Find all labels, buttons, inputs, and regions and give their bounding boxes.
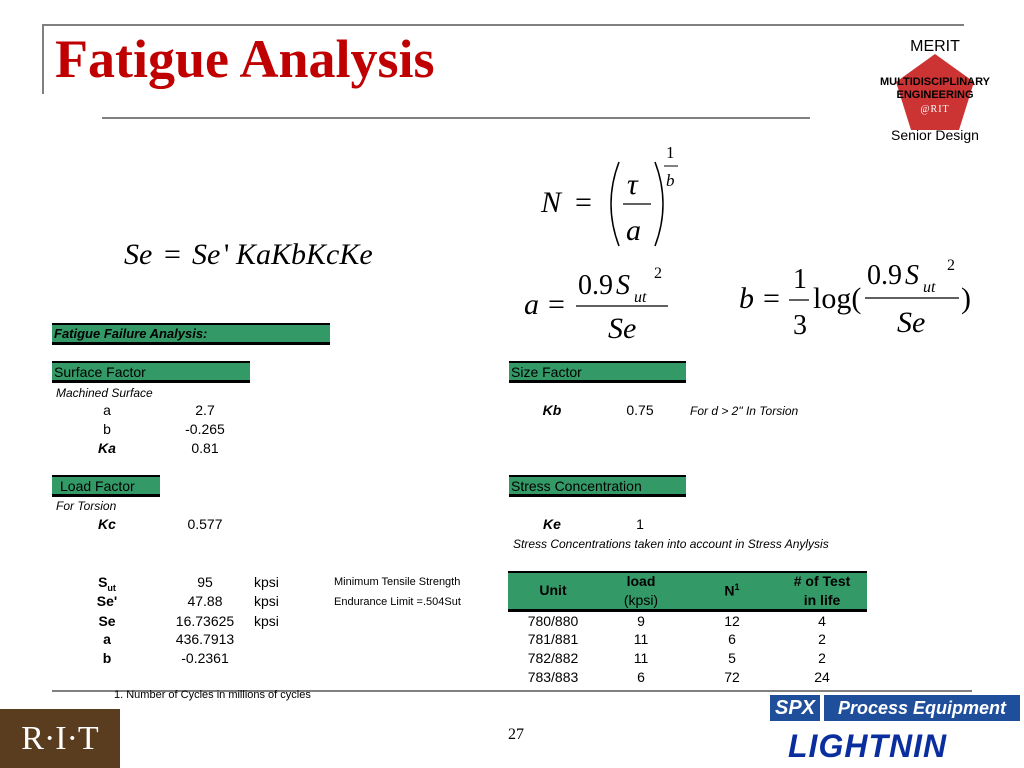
surface-b-label: b	[103, 421, 111, 437]
unit-table-cell: 783/883	[527, 669, 579, 685]
unit-table-cell: 4	[818, 613, 826, 629]
spx-logo	[770, 693, 1022, 725]
prop-se-prime-label: Se'	[96, 593, 118, 609]
svg-text:3: 3	[793, 310, 807, 341]
unit-table-cell: 782/882	[527, 650, 579, 666]
merit-logo-top: MERIT	[910, 38, 960, 55]
prop-a-label: a	[103, 631, 111, 647]
spx-logo-mark: SPX	[770, 695, 820, 721]
unit-table-cell: 24	[814, 669, 830, 685]
svg-text:0.9: 0.9	[867, 260, 902, 291]
slide-title: Fatigue Analysis	[55, 29, 435, 89]
merit-logo-bottom: Senior Design	[891, 127, 979, 143]
unit-header-load: load	[626, 573, 656, 589]
svg-text:=: =	[575, 186, 592, 219]
prop-se-prime-note: Endurance Limit =.504Sut	[334, 596, 461, 608]
unit-table-cell: 2	[818, 650, 826, 666]
prop-se-unit: kpsi	[254, 613, 279, 629]
merit-logo-line2: ENGINEERING	[896, 89, 974, 101]
size-factor-header: Size Factor	[509, 361, 686, 383]
prop-sut-label: $S_{ut}$	[98, 574, 116, 593]
surface-a-label: a	[103, 402, 111, 418]
unit-header-tests: # of Test	[793, 573, 851, 589]
merit-logo-line	[870, 76, 1000, 102]
surface-ka-label: Ka	[98, 440, 116, 456]
size-note: For d > 2" In Torsion	[690, 404, 799, 418]
svg-text:KaKbKcKe: KaKbKcKe	[236, 238, 373, 271]
svg-text:1: 1	[793, 264, 807, 295]
unit-header-n: $N^1$	[724, 582, 740, 599]
equation-n	[535, 140, 695, 250]
equation-se	[120, 232, 410, 276]
svg-text:': '	[224, 238, 230, 271]
surface-a-value: 2.7	[195, 402, 215, 418]
svg-text:b: b	[666, 171, 675, 190]
svg-text:Se: Se	[192, 238, 221, 271]
load-kc-label: Kc	[98, 516, 116, 532]
svg-text:ut: ut	[923, 279, 936, 296]
footnote: 1. Number of Cycles in millions of cycles	[114, 689, 311, 701]
load-note: For Torsion	[56, 499, 117, 513]
lightnin-logo: LIGHTNIN	[788, 728, 948, 764]
prop-b-label: b	[102, 650, 112, 666]
unit-table-cell: 72	[724, 669, 740, 685]
svg-text:0.9: 0.9	[578, 270, 613, 301]
unit-table-cell: 5	[728, 650, 736, 666]
prop-se-value: 16.73625	[175, 613, 235, 629]
prop-sut-unit: kpsi	[254, 574, 279, 590]
unit-header-load-units: (kpsi)	[623, 592, 659, 608]
merit-logo-line1: MULTIDISCIPLINARY	[880, 76, 990, 88]
surface-note: Machined Surface	[56, 386, 153, 400]
unit-table-cell: 6	[728, 631, 736, 647]
surface-ka-value: 0.81	[191, 440, 219, 456]
stress-ke-value: 1	[636, 516, 644, 532]
svg-text:2: 2	[947, 257, 955, 274]
top-frame-line	[44, 24, 964, 26]
prop-sut-note: Minimum Tensile Strength	[334, 576, 461, 588]
page-number: 27	[508, 726, 524, 743]
stress-note: Stress Concentrations taken into account in Stress Anylysis	[513, 537, 829, 551]
svg-text:): )	[961, 282, 971, 315]
unit-header-tests-life: in life	[803, 592, 841, 608]
prop-b-value: -0.2361	[181, 650, 229, 666]
svg-text:=: =	[164, 238, 181, 271]
left-frame-line	[42, 24, 44, 94]
svg-text:=: =	[763, 282, 780, 315]
unit-table-cell: 780/880	[527, 613, 579, 629]
equation-b	[735, 252, 995, 348]
merit-logo-line3: @RIT	[920, 104, 950, 115]
svg-text:S: S	[616, 270, 630, 301]
svg-text:N: N	[541, 186, 562, 219]
surface-factor-header: Surface Factor	[52, 361, 250, 383]
equation-a	[520, 258, 680, 348]
unit-table-cell: 781/881	[527, 631, 579, 647]
unit-table-cell: 11	[633, 631, 649, 647]
rit-logo: R·I·T	[0, 709, 120, 768]
surface-b-value: -0.265	[185, 421, 225, 437]
unit-table-cell: 11	[633, 650, 649, 666]
merit-logo	[870, 28, 1000, 148]
svg-text:a: a	[524, 288, 539, 321]
svg-text:ut: ut	[634, 289, 647, 306]
svg-text:b: b	[739, 282, 754, 315]
svg-text:log(: log(	[813, 282, 862, 315]
svg-text:Se: Se	[124, 238, 153, 271]
unit-table-cell: 2	[818, 631, 826, 647]
prop-se-label: Se	[98, 613, 116, 629]
svg-text:1: 1	[666, 143, 675, 162]
prop-sut-value: 95	[197, 574, 213, 590]
load-factor-header: Load Factor	[52, 475, 160, 497]
fatigue-failure-header: Fatigue Failure Analysis:	[52, 323, 330, 345]
svg-text:Se: Se	[608, 312, 637, 345]
spx-logo-text: Process Equipment	[824, 695, 1020, 721]
svg-text:a: a	[626, 214, 641, 247]
size-kb-value: 0.75	[626, 402, 654, 418]
svg-text:Se: Se	[897, 306, 926, 339]
stress-ke-label: Ke	[543, 516, 561, 532]
title-underline	[102, 117, 810, 119]
prop-a-value: 436.7913	[175, 631, 235, 647]
unit-table-cell: 6	[637, 669, 645, 685]
svg-text:2: 2	[654, 265, 662, 282]
prop-se-prime-unit: kpsi	[254, 593, 279, 609]
unit-header-unit: Unit	[539, 582, 567, 598]
svg-text:S: S	[905, 260, 919, 291]
stress-concentration-header: Stress Concentration	[509, 475, 686, 497]
load-kc-value: 0.577	[187, 516, 223, 532]
svg-text:τ: τ	[627, 168, 638, 201]
svg-text:=: =	[548, 288, 565, 321]
prop-se-prime-value: 47.88	[187, 593, 223, 609]
unit-table-cell: 9	[637, 613, 645, 629]
unit-table-cell: 12	[724, 613, 740, 629]
size-kb-label: Kb	[542, 402, 562, 418]
